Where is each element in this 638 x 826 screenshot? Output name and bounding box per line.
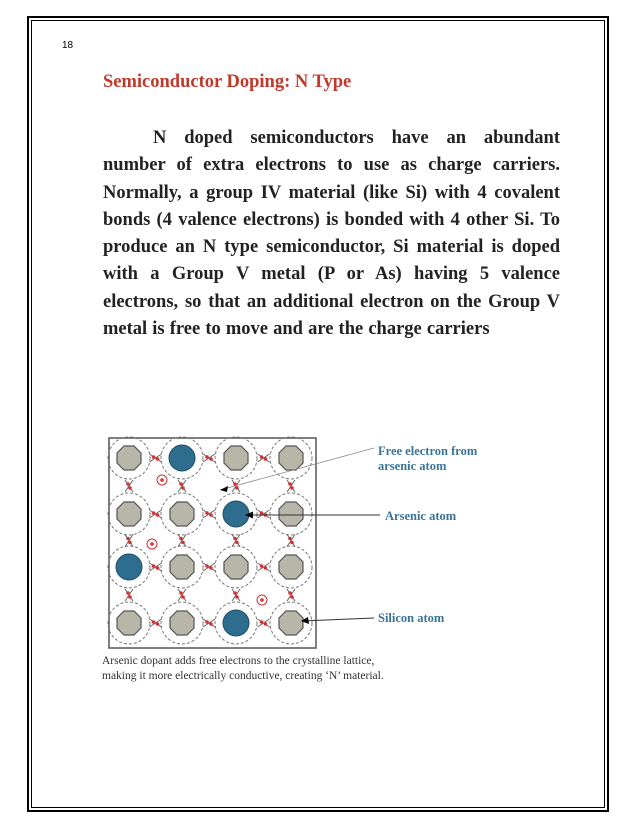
free-electron-label-line2: arsenic atom <box>378 459 447 473</box>
free-electron <box>160 478 164 482</box>
bond-electron <box>126 482 130 486</box>
bond-electron <box>181 486 185 490</box>
bond-electron <box>152 511 156 515</box>
caption-line1: Arsenic dopant adds free electrons to the crystalline lattice, <box>102 655 375 667</box>
bond-electron <box>235 486 239 490</box>
arsenic-atom <box>116 554 142 580</box>
bond-electron <box>209 566 213 570</box>
bond-electron <box>128 486 132 490</box>
bond-electron <box>156 622 160 626</box>
arsenic-atom-label: Arsenic atom <box>385 509 457 523</box>
bond-electron <box>235 541 239 545</box>
bond-electron <box>260 511 264 515</box>
bond-electron <box>260 620 264 624</box>
bond-electron <box>126 591 130 595</box>
bond-electron <box>181 595 185 599</box>
free-electron-label <box>378 444 477 474</box>
bond-electron <box>209 457 213 461</box>
bond-electron <box>128 595 132 599</box>
silicon-atom <box>170 555 194 579</box>
silicon-atom <box>117 446 141 470</box>
bond-electron <box>156 457 160 461</box>
doping-figure <box>102 436 522 692</box>
bond-electron <box>288 591 292 595</box>
bond-electron <box>205 455 209 459</box>
silicon-atom <box>279 446 303 470</box>
bond-electron <box>179 537 183 541</box>
figure-caption <box>102 654 522 684</box>
silicon-atom-label: Silicon atom <box>378 611 445 625</box>
bond-electron <box>126 537 130 541</box>
bond-electron <box>288 537 292 541</box>
bond-electron <box>290 486 294 490</box>
bond-electron <box>179 591 183 595</box>
bond-electron <box>152 620 156 624</box>
bond-electron <box>205 564 209 568</box>
free-electron <box>260 598 264 602</box>
body-paragraph: N doped semiconductors have an abundant number of extra electrons to use as charge carriers. Normally, a group IV material (like Si) with 4 covalent bonds (4 valence electrons) is bonded with 4 other Si. To produce an N type semiconductor, Si material is doped with a Group V metal (P or As) having 5 valence electrons, so that an additional electron on the Group V metal is free to move and are the charge carriers <box>103 128 560 340</box>
bond-electron <box>235 595 239 599</box>
section-heading: Semiconductor Doping: N Type <box>103 72 352 92</box>
bond-electron <box>205 511 209 515</box>
bond-electron <box>233 591 237 595</box>
bond-electron <box>205 620 209 624</box>
bond-electron <box>179 482 183 486</box>
arsenic-atom <box>223 501 249 527</box>
bond-electron <box>264 457 268 461</box>
silicon-atom <box>117 611 141 635</box>
silicon-atom <box>224 446 248 470</box>
bond-electron <box>209 622 213 626</box>
page-number: 18 <box>62 40 74 51</box>
bond-electron <box>156 566 160 570</box>
caption-line2: making it more electrically conductive, creating ‘N’ material. <box>102 670 384 682</box>
arsenic-atom <box>169 445 195 471</box>
silicon-atom <box>279 555 303 579</box>
bond-electron <box>290 595 294 599</box>
silicon-atom <box>279 502 303 526</box>
free-electron <box>150 542 154 546</box>
bond-electron <box>264 622 268 626</box>
bond-electron <box>181 541 185 545</box>
free-electron-label-line1: Free electron from <box>378 444 478 458</box>
bond-electron <box>152 564 156 568</box>
bond-electron <box>128 541 132 545</box>
silicon-atom <box>224 555 248 579</box>
silicon-atom <box>117 502 141 526</box>
bond-electron <box>290 541 294 545</box>
bond-electron <box>152 455 156 459</box>
bond-electron <box>260 455 264 459</box>
bond-electron <box>288 482 292 486</box>
silicon-atom <box>170 502 194 526</box>
silicon-atom <box>279 611 303 635</box>
silicon-atom <box>170 611 194 635</box>
bond-electron <box>264 566 268 570</box>
bond-electron <box>209 513 213 517</box>
bond-electron <box>260 564 264 568</box>
bond-electron <box>156 513 160 517</box>
arsenic-atom <box>223 610 249 636</box>
bond-electron <box>233 537 237 541</box>
